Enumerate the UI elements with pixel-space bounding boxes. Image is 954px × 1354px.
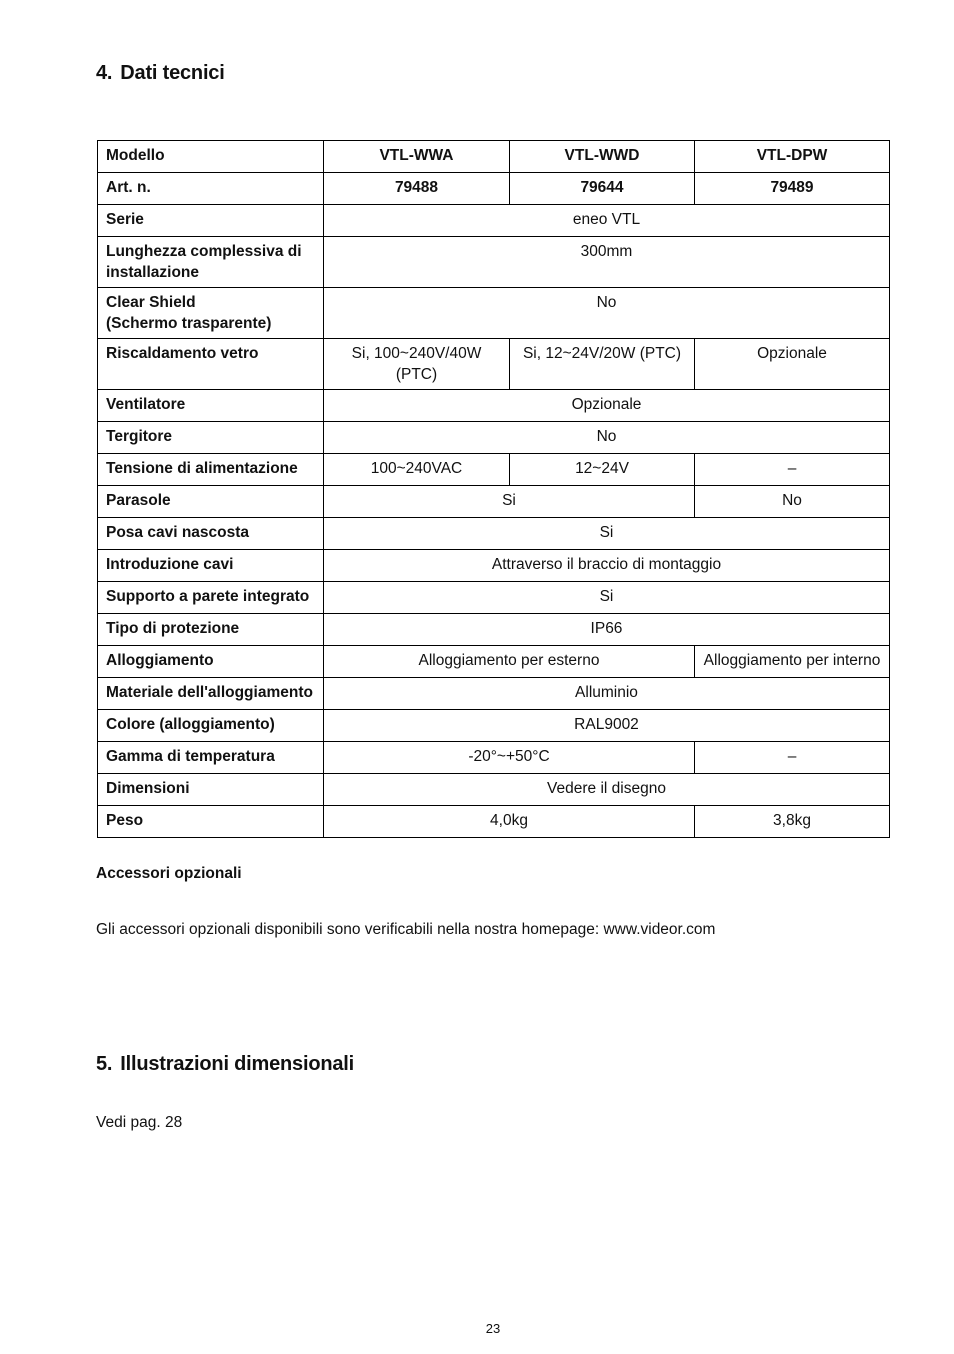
row-label: Dimensioni — [98, 774, 324, 806]
row-value: Si — [324, 486, 695, 518]
row-value: – — [695, 454, 890, 486]
row-label: Art. n. — [98, 173, 324, 205]
row-label: Tensione di alimentazione — [98, 454, 324, 486]
row-value: Vedere il disegno — [324, 774, 890, 806]
table-row — [98, 806, 890, 838]
row-value: Si, 100~240V/40W (PTC) — [324, 339, 510, 390]
row-value: – — [695, 742, 890, 774]
table-row — [98, 550, 890, 582]
section-number: 5. — [96, 1053, 113, 1075]
table-row — [98, 339, 890, 390]
row-value: IP66 — [324, 614, 890, 646]
row-label: Ventilatore — [98, 390, 324, 422]
row-value: Alloggiamento per interno — [695, 646, 890, 678]
table-row — [98, 288, 890, 339]
table-row — [98, 173, 890, 205]
table-row — [98, 518, 890, 550]
table-row — [98, 141, 890, 173]
row-value: -20°~+50°C — [324, 742, 695, 774]
table-row — [98, 205, 890, 237]
section-title: Dati tecnici — [120, 62, 225, 84]
row-value: Attraverso il braccio di montaggio — [324, 550, 890, 582]
table-row — [98, 454, 890, 486]
row-label: Colore (alloggiamento) — [98, 710, 324, 742]
page-number: 23 — [485, 1321, 501, 1336]
row-value: No — [324, 422, 890, 454]
row-value: Si — [324, 518, 890, 550]
table-row — [98, 582, 890, 614]
section-title: Illustrazioni dimensionali — [120, 1053, 355, 1075]
section-number: 4. — [96, 62, 113, 84]
row-label: Gamma di temperatura — [98, 742, 324, 774]
row-label: Materiale dell'alloggiamento — [98, 678, 324, 710]
row-value: 79488 — [324, 173, 510, 205]
row-label: Tergitore — [98, 422, 324, 454]
row-label: Clear Shield (Schermo trasparente) — [98, 288, 324, 339]
table-row — [98, 422, 890, 454]
table-row — [98, 237, 890, 288]
row-value: No — [324, 288, 890, 339]
row-value: 79489 — [695, 173, 890, 205]
row-label: Introduzione cavi — [98, 550, 324, 582]
row-value: VTL-WWD — [510, 141, 695, 173]
table-row — [98, 710, 890, 742]
section-heading-illustrazioni — [96, 1053, 354, 1076]
table-row — [98, 774, 890, 806]
row-label: Tipo di protezione — [98, 614, 324, 646]
row-value: Opzionale — [324, 390, 890, 422]
accessories-text: Gli accessori opzionali disponibili sono verificabili nella nostra homepage: www.videor.com — [96, 921, 716, 938]
row-label: Riscaldamento vetro — [98, 339, 324, 390]
row-label: Parasole — [98, 486, 324, 518]
section-heading-dati-tecnici — [96, 62, 225, 85]
row-value: RAL9002 — [324, 710, 890, 742]
row-value: Si, 12~24V/20W (PTC) — [510, 339, 695, 390]
row-value: 3,8kg — [695, 806, 890, 838]
row-value: 79644 — [510, 173, 695, 205]
row-value: eneo VTL — [324, 205, 890, 237]
table-row — [98, 646, 890, 678]
see-page-reference: Vedi pag. 28 — [96, 1114, 183, 1131]
row-label: Lunghezza complessiva di installazione — [98, 237, 324, 288]
table-row — [98, 678, 890, 710]
row-value: 300mm — [324, 237, 890, 288]
row-label: Modello — [98, 141, 324, 173]
row-label: Supporto a parete integrato — [98, 582, 324, 614]
table-row — [98, 742, 890, 774]
row-value: VTL-WWA — [324, 141, 510, 173]
row-value: Opzionale — [695, 339, 890, 390]
row-label: Alloggiamento — [98, 646, 324, 678]
table-row — [98, 486, 890, 518]
row-value: 12~24V — [510, 454, 695, 486]
row-value: Alluminio — [324, 678, 890, 710]
row-label: Serie — [98, 205, 324, 237]
row-value: No — [695, 486, 890, 518]
table-row — [98, 614, 890, 646]
row-value: Alloggiamento per esterno — [324, 646, 695, 678]
accessories-heading: Accessori opzionali — [96, 865, 242, 882]
technical-data-table-body — [98, 141, 890, 838]
row-label: Peso — [98, 806, 324, 838]
row-value: 100~240VAC — [324, 454, 510, 486]
row-value: Si — [324, 582, 890, 614]
table-row — [98, 390, 890, 422]
row-value: 4,0kg — [324, 806, 695, 838]
row-label: Posa cavi nascosta — [98, 518, 324, 550]
technical-data-table — [97, 140, 890, 838]
row-value: VTL-DPW — [695, 141, 890, 173]
